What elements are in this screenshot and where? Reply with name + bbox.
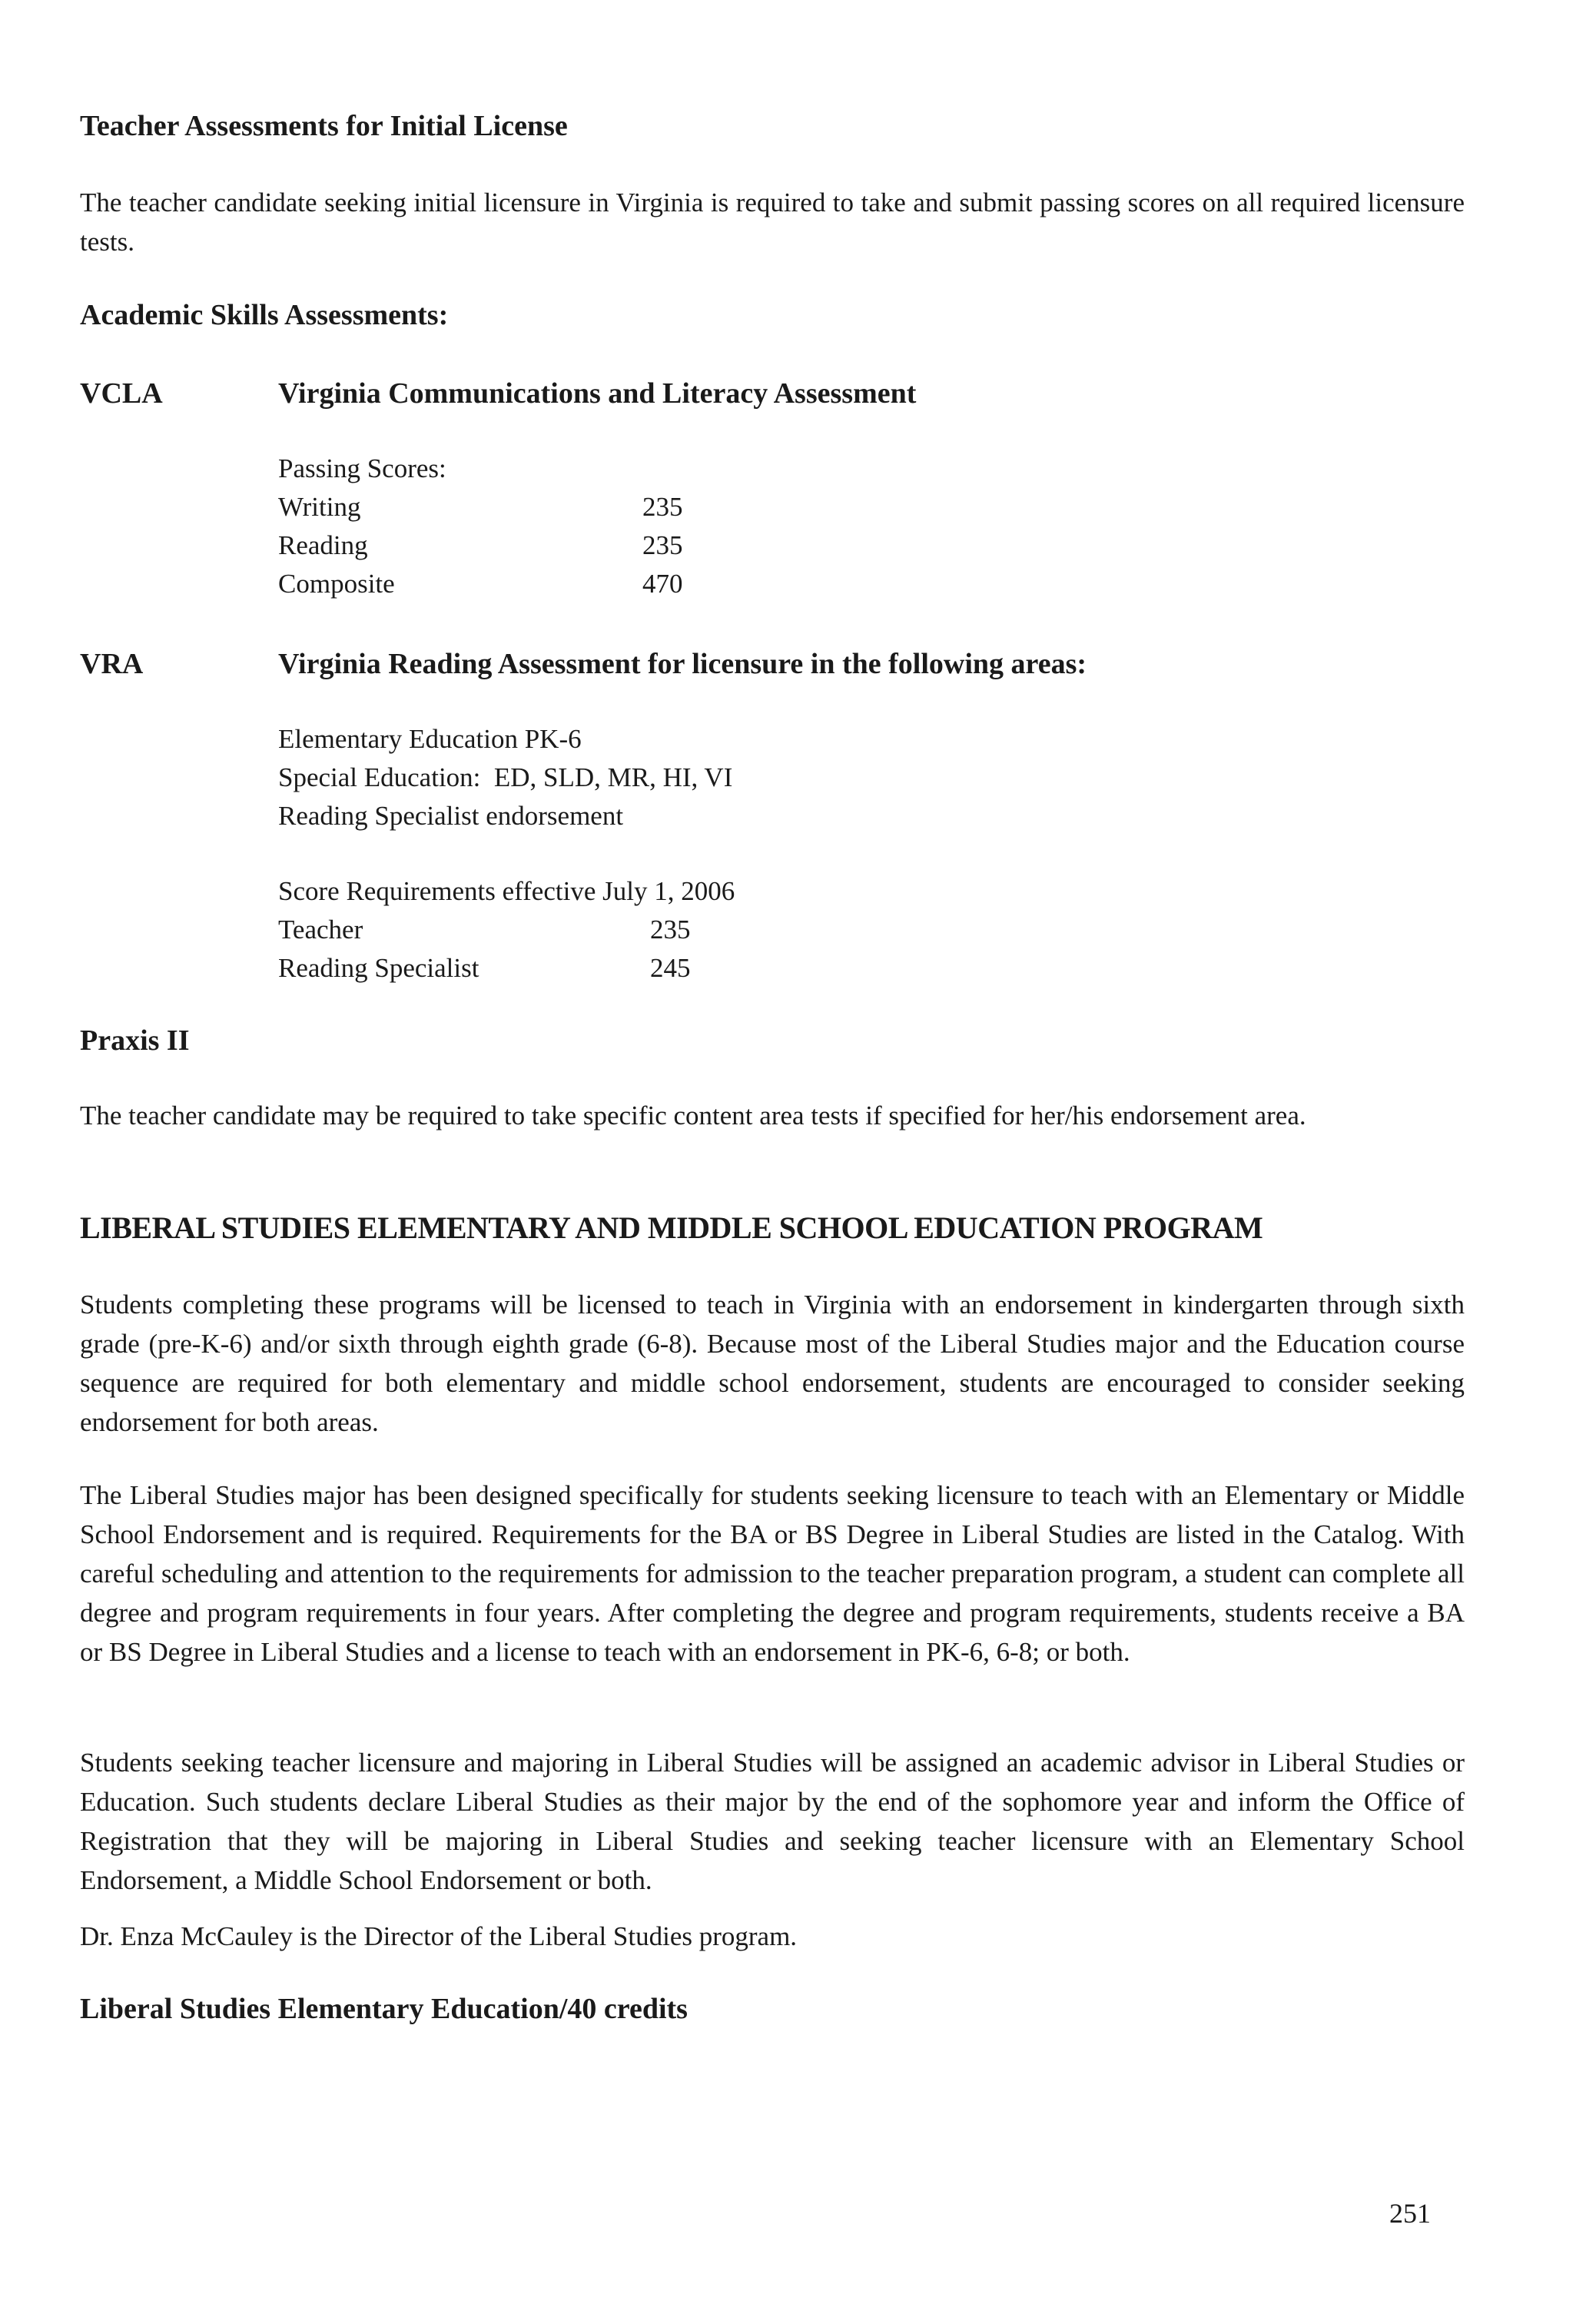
vcla-title: Virginia Communications and Literacy Assessment (278, 377, 917, 410)
liberal-studies-heading: LIBERAL STUDIES ELEMENTARY AND MIDDLE SCHOOL EDUCATION PROGRAM (80, 1210, 1263, 1245)
director-line: Dr. Enza McCauley is the Director of the Liberal Studies program. (80, 1921, 798, 1951)
vcla-score-value: 235 (642, 492, 683, 522)
heading-initial-license: Teacher Assessments for Initial License (80, 110, 568, 142)
vra-score-label: Reading Specialist (278, 953, 479, 983)
vcla-score-label: Writing (278, 492, 361, 522)
intro-paragraph: The teacher candidate seeking initial licensure in Virginia is required to take and submit passing scores on all required licensure tests. (80, 188, 1465, 257)
vra-score-label: Teacher (278, 915, 363, 945)
vcla-score-value: 235 (642, 530, 683, 560)
vcla-score-value: 470 (642, 569, 683, 599)
vra-scores (278, 911, 816, 988)
vcla-score-row (278, 526, 816, 565)
vra-title: Virginia Reading Assessment for licensure in the following areas: (278, 648, 1087, 680)
academic-skills-heading: Academic Skills Assessments: (80, 299, 449, 331)
vra-code: VRA (80, 648, 144, 680)
vra-score-value: 245 (650, 953, 691, 983)
vcla-score-label: Reading (278, 530, 368, 560)
praxis-heading: Praxis II (80, 1024, 190, 1057)
vra-area-item: Special Education: ED, SLD, MR, HI, VI (278, 762, 733, 792)
vcla-scores (278, 488, 816, 603)
vcla-score-row (278, 565, 816, 603)
vcla-code: VCLA (80, 377, 163, 410)
vra-score-row (278, 949, 816, 988)
vra-area-item: Elementary Education PK-6 (278, 724, 582, 754)
vcla-score-label: Composite (278, 569, 395, 599)
vra-score-value: 235 (650, 915, 691, 945)
praxis-paragraph: The teacher candidate may be required to take specific content area tests if specified for her/his endorsement area. (80, 1101, 1306, 1130)
program-paragraph: Students seeking teacher licensure and majoring in Liberal Studies will be assigned an academic advisor in Liberal Studies or Education. Such students declare Liberal Studies as their major by the end of the sophomore year and inform the Office of Registration that they will be majoring in Liberal Studies and seeking teacher licensure with an Elementary School Endorsement, a Middle School Endorsement or both. (80, 1748, 1465, 1895)
page-number: 251 (1389, 2198, 1431, 2229)
vra-score-row (278, 911, 816, 949)
vcla-passing-label: Passing Scores: (278, 453, 446, 483)
program-paragraph: The Liberal Studies major has been designed specifically for students seeking licensure to teach with an Elementary or Middle School Endorsement and is required. Requirements for the BA or BS Degree in Liberal Studies are listed in the Catalog. With careful scheduling and attention to the requirements for admission to the teacher preparation program, a student can complete all degree and program requirements in four years. After completing the degree and program requirements, students receive a BA or BS Degree in Liberal Studies and a license to teach with an endorsement in PK-6, 6-8; or both. (80, 1480, 1465, 1667)
vcla-score-row (278, 488, 816, 526)
final-heading: Liberal Studies Elementary Education/40 credits (80, 1993, 688, 2025)
vra-requirements-label: Score Requirements effective July 1, 2006 (278, 876, 735, 906)
vra-area-item: Reading Specialist endorsement (278, 801, 624, 831)
program-paragraph: Students completing these programs will be licensed to teach in Virginia with an endorsement in kindergarten through sixth grade (pre-K-6) and/or sixth through eighth grade (6-8). Because most of the Liberal Studies major and the Education course sequence are required for both elementary and middle school endorsement, students are encouraged to consider seeking endorsement for both areas. (80, 1290, 1465, 1437)
